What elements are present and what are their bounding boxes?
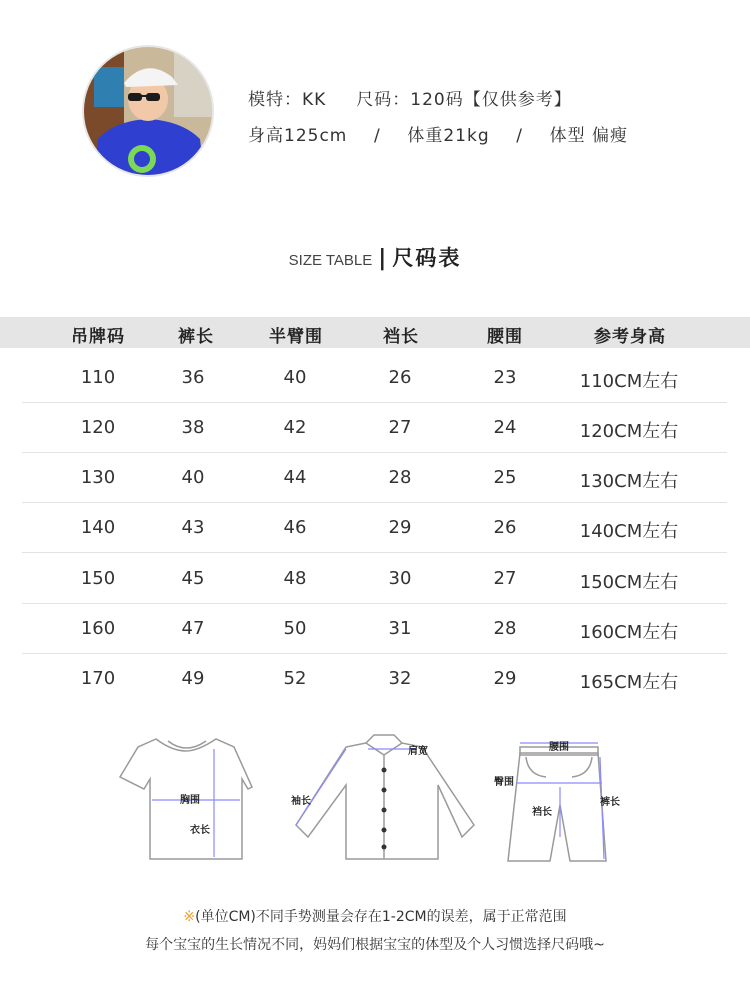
label-body-length: 衣长 xyxy=(190,825,210,836)
table-cell: 38 xyxy=(181,417,205,438)
table-cell: 26 xyxy=(388,367,412,388)
model-size-note: 【仅供参考】 xyxy=(463,90,572,110)
table-cell: 27 xyxy=(493,568,517,589)
model-photo xyxy=(84,47,212,175)
table-cell: 30 xyxy=(388,568,412,589)
table-cell: 32 xyxy=(388,668,412,689)
note-mark: ※ xyxy=(183,909,196,925)
model-name-label: 模特： xyxy=(248,90,302,110)
table-cell: 24 xyxy=(493,417,517,438)
separator: / xyxy=(516,126,523,146)
table-cell: 43 xyxy=(181,517,205,538)
model-size: 120码 xyxy=(410,90,464,110)
table-cell: 45 xyxy=(181,568,205,589)
model-height: 身高125cm xyxy=(248,126,348,146)
table-cell: 28 xyxy=(493,618,517,639)
row-divider xyxy=(22,552,727,553)
note-line1: (单位CM)不同手势测量会存在1-2CM的误差，属于正常范围 xyxy=(195,909,567,925)
label-sleeve: 袖长 xyxy=(291,796,311,807)
table-cell: 165CM左右 xyxy=(579,672,679,693)
label-waist: 腰围 xyxy=(549,742,569,753)
table-cell: 130CM左右 xyxy=(579,471,679,492)
table-cell: 31 xyxy=(388,618,412,639)
pants-diagram xyxy=(508,747,606,861)
table-cell: 28 xyxy=(388,467,412,488)
shirt-diagram xyxy=(296,735,474,859)
table-cell: 48 xyxy=(283,568,307,589)
table-cell: 140 xyxy=(80,517,116,538)
label-pants-length: 裤长 xyxy=(600,797,620,808)
model-weight: 体重21kg xyxy=(407,126,490,146)
model-name-size-line xyxy=(248,85,572,110)
table-cell: 52 xyxy=(283,668,307,689)
table-row xyxy=(0,353,750,403)
label-crotch: 裆长 xyxy=(532,807,552,818)
table-cell: 110CM左右 xyxy=(579,371,679,392)
table-cell: 27 xyxy=(388,417,412,438)
model-name: KK xyxy=(302,90,327,110)
header-ref-height: 参考身高 xyxy=(594,327,666,347)
header-crotch: 裆长 xyxy=(383,327,419,347)
table-header xyxy=(0,317,750,348)
table-cell: 49 xyxy=(181,668,205,689)
table-cell: 140CM左右 xyxy=(579,521,679,542)
title-cn: 尺码表 xyxy=(392,246,462,270)
table-cell: 160 xyxy=(80,618,116,639)
note-advice xyxy=(0,934,750,954)
separator: / xyxy=(373,126,381,146)
table-cell: 42 xyxy=(283,417,307,438)
table-cell: 29 xyxy=(388,517,412,538)
header-pants-length: 裤长 xyxy=(178,327,214,347)
table-cell: 46 xyxy=(283,517,307,538)
size-table-title xyxy=(0,242,750,272)
note-line2: 每个宝宝的生长情况不同，妈妈们根据宝宝的体型及个人习惯选择尺码哦~ xyxy=(145,937,605,953)
measurement-illustrations xyxy=(110,725,640,875)
header-tag-size: 吊牌码 xyxy=(71,327,125,347)
table-cell: 29 xyxy=(493,668,517,689)
table-row xyxy=(0,604,750,654)
table-cell: 170 xyxy=(80,668,116,689)
label-hip: 臀围 xyxy=(494,777,514,788)
table-cell: 47 xyxy=(181,618,205,639)
table-cell: 130 xyxy=(80,467,116,488)
header-thigh: 半臂围 xyxy=(269,327,323,347)
title-divider: | xyxy=(378,246,387,271)
table-row xyxy=(0,453,750,503)
table-row xyxy=(0,654,750,704)
table-cell: 36 xyxy=(181,367,205,388)
table-row xyxy=(0,554,750,604)
table-cell: 150CM左右 xyxy=(579,572,679,593)
header-waist: 腰围 xyxy=(487,327,523,347)
label-shoulder: 肩宽 xyxy=(408,746,428,757)
model-size-label: 尺码： xyxy=(356,90,411,110)
table-cell: 120CM左右 xyxy=(579,421,679,442)
table-cell: 110 xyxy=(80,367,116,388)
table-cell: 40 xyxy=(283,367,307,388)
table-cell: 150 xyxy=(80,568,116,589)
model-body-type: 体型 偏瘦 xyxy=(549,126,629,146)
label-chest: 胸围 xyxy=(180,795,200,806)
table-cell: 40 xyxy=(181,467,205,488)
table-cell: 50 xyxy=(283,618,307,639)
table-cell: 23 xyxy=(493,367,517,388)
title-en: SIZE TABLE xyxy=(288,252,373,269)
table-row xyxy=(0,503,750,553)
table-cell: 44 xyxy=(283,467,307,488)
table-cell: 160CM左右 xyxy=(579,622,679,643)
note-unit xyxy=(0,906,750,926)
table-row xyxy=(0,403,750,453)
table-cell: 25 xyxy=(493,467,517,488)
table-cell: 26 xyxy=(493,517,517,538)
table-cell: 120 xyxy=(80,417,116,438)
model-body-line xyxy=(248,121,628,146)
